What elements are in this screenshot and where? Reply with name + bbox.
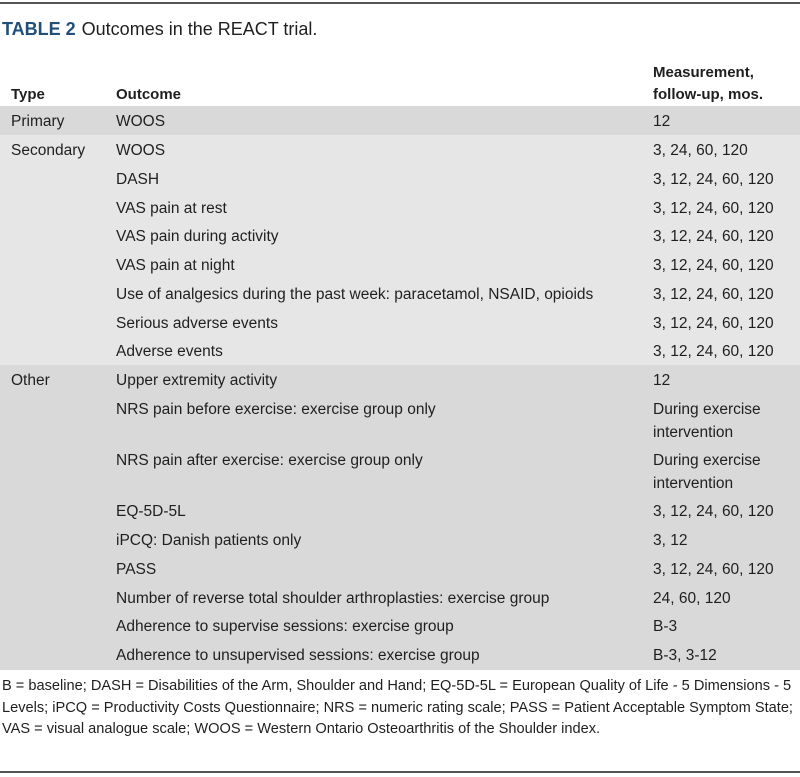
measurement-analgesics: 3, 12, 24, 60, 120 [653, 286, 774, 303]
group-primary [0, 106, 800, 135]
outcome-analgesics: Use of analgesics during the past week: paracetamol, NSAID, opioids [116, 286, 594, 303]
outcome-pass: PASS [116, 561, 157, 578]
table-header [0, 60, 800, 106]
measurement-secondary-woos: 3, 24, 60, 120 [653, 142, 748, 159]
measurement-pass: 3, 12, 24, 60, 120 [653, 561, 774, 578]
measurement-vas-rest: 3, 12, 24, 60, 120 [653, 200, 774, 217]
group-other [0, 365, 800, 670]
measurement-upper-extremity: 12 [653, 372, 671, 389]
outcome-vas-activity: VAS pain during activity [116, 228, 279, 245]
measurement-ae: 3, 12, 24, 60, 120 [653, 343, 774, 360]
outcome-nrs-before: NRS pain before exercise: exercise group only [116, 401, 436, 418]
measurement-eq5d: 3, 12, 24, 60, 120 [653, 503, 774, 520]
outcome-ipcq: iPCQ: Danish patients only [116, 532, 302, 549]
outcome-secondary-woos: WOOS [116, 142, 166, 159]
type-primary: Primary [11, 113, 65, 130]
table-caption [2, 18, 317, 40]
measurement-nrs-before-line2: intervention [653, 424, 734, 441]
outcome-vas-rest: VAS pain at rest [116, 200, 227, 217]
header-measurement-line1: Measurement, [653, 64, 754, 81]
top-rule [0, 2, 800, 4]
measurement-vas-activity: 3, 12, 24, 60, 120 [653, 228, 774, 245]
measurement-adherence-unsupervised: B-3, 3-12 [653, 647, 717, 664]
measurement-primary-woos: 12 [653, 113, 671, 130]
measurement-serious-ae: 3, 12, 24, 60, 120 [653, 315, 774, 332]
table-label: TABLE 2 [2, 19, 76, 39]
outcome-nrs-after: NRS pain after exercise: exercise group only [116, 452, 423, 469]
outcome-adherence-supervised: Adherence to supervise sessions: exercise group [116, 618, 454, 635]
type-other: Other [11, 372, 50, 389]
measurement-vas-night: 3, 12, 24, 60, 120 [653, 257, 774, 274]
outcome-eq5d: EQ-5D-5L [116, 503, 186, 520]
header-type: Type [11, 86, 45, 103]
measurement-rtsa: 24, 60, 120 [653, 590, 731, 607]
measurement-nrs-after-line1: During exercise [653, 452, 761, 469]
outcome-upper-extremity: Upper extremity activity [116, 372, 278, 389]
measurement-dash: 3, 12, 24, 60, 120 [653, 171, 774, 188]
outcome-rtsa: Number of reverse total shoulder arthroplasties: exercise group [116, 590, 550, 607]
measurement-nrs-before-line1: During exercise [653, 401, 761, 418]
table-footnote: B = baseline; DASH = Disabilities of the Arm, Shoulder and Hand; EQ-5D-5L = European Quality of Life - 5 Dimensions - 5 Levels; iPCQ = Productivity Costs Questionnaire; NRS = numeric rating scale; PASS = Patient Acceptable Symptom State; VAS = visual analogue scale; WOOS = Western Ontario Osteoarthritis of the Shoulder index. [2, 678, 793, 738]
bottom-rule [0, 771, 800, 773]
measurement-ipcq: 3, 12 [653, 532, 688, 549]
header-measurement-line2: follow-up, mos. [653, 86, 763, 103]
group-secondary [0, 135, 800, 365]
outcome-serious-ae: Serious adverse events [116, 315, 278, 332]
outcome-ae: Adverse events [116, 343, 223, 360]
table-title: Outcomes in the REACT trial. [81, 19, 318, 39]
type-secondary: Secondary [11, 142, 86, 159]
outcome-adherence-unsupervised: Adherence to unsupervised sessions: exercise group [116, 647, 480, 664]
outcome-dash: DASH [116, 171, 160, 188]
header-outcome: Outcome [116, 86, 182, 103]
outcome-vas-night: VAS pain at night [116, 257, 235, 274]
outcome-primary-woos: WOOS [116, 113, 166, 130]
measurement-adherence-supervised: B-3 [653, 618, 678, 635]
measurement-nrs-after-line2: intervention [653, 475, 734, 492]
